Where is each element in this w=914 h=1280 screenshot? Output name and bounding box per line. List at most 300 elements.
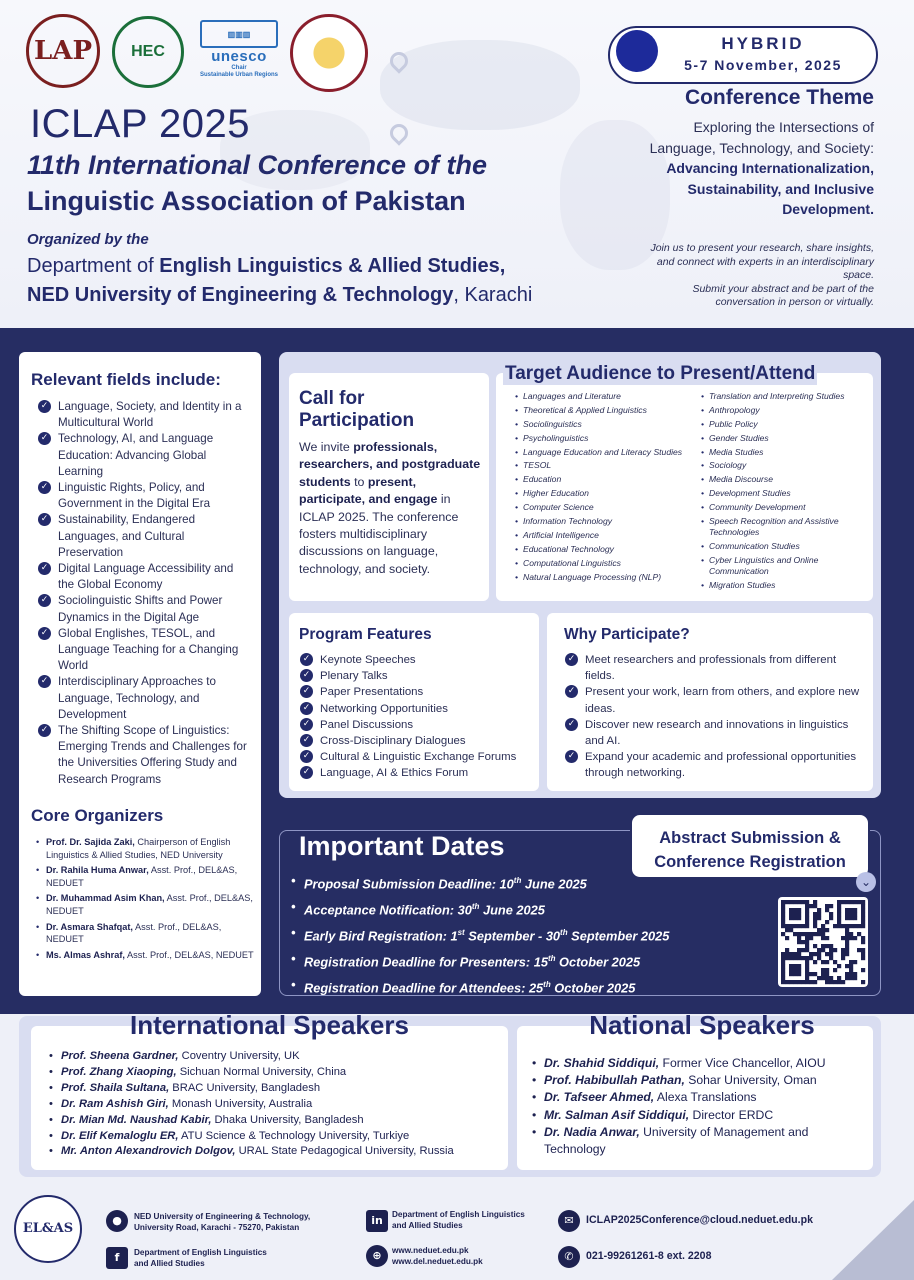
- qr-module: [797, 932, 801, 936]
- fields-list: [38, 399, 252, 788]
- qr-module: [797, 916, 801, 920]
- qr-module: [805, 980, 809, 984]
- ned-logo: [290, 14, 368, 92]
- qr-module: [781, 968, 785, 972]
- location-pin-icon: [386, 120, 411, 145]
- linkedin-line1: Department of English Linguistics: [392, 1210, 525, 1219]
- date-day: 25: [528, 980, 544, 996]
- theme-text: [640, 117, 874, 220]
- qr-module: [853, 908, 857, 912]
- dates-list: [290, 870, 760, 1000]
- qr-module: [845, 908, 849, 912]
- date-label: Registration Deadline for Presenters:: [304, 954, 534, 970]
- qr-module: [781, 976, 785, 980]
- audience-list-2: [699, 391, 869, 594]
- world-map-shape: [380, 40, 580, 130]
- program-title: Program Features: [299, 626, 432, 643]
- qr-module: [821, 924, 825, 928]
- qr-module: [821, 936, 825, 940]
- organizer-role: Chairperson of English Linguistics & Allied Studies, NED University: [46, 837, 231, 860]
- qr-module: [841, 924, 845, 928]
- qr-module: [805, 968, 809, 972]
- list-item: ✓ Keynote Speeches: [300, 652, 536, 668]
- unesco-word: unesco: [211, 48, 267, 65]
- qr-module: [813, 932, 817, 936]
- list-item: ✓ Present your work, learn from others, and explore new ideas.: [565, 684, 863, 716]
- list-item: • Language Education and Literacy Studies: [513, 447, 693, 458]
- chevron-down-icon: ⌄: [856, 872, 876, 892]
- qr-module: [797, 964, 801, 968]
- email-link[interactable]: ICLAP2025Conference@cloud.neduet.edu.pk: [586, 1214, 813, 1226]
- conference-name-line1: 11th International Conference of the: [27, 150, 488, 180]
- qr-module: [845, 940, 849, 944]
- phone-number[interactable]: 021-99261261-8 ext. 2208: [586, 1250, 712, 1262]
- website-1[interactable]: www.neduet.edu.pk: [392, 1246, 469, 1255]
- unesco-logo: [200, 20, 278, 76]
- list-item: • Psycholinguistics: [513, 433, 693, 444]
- qr-module: [805, 964, 809, 968]
- qr-module: [793, 952, 797, 956]
- qr-module: [825, 952, 829, 956]
- qr-module: [841, 952, 845, 956]
- list-item: • TESOL: [513, 460, 693, 471]
- qr-module: [781, 912, 785, 916]
- qr-module: [829, 948, 833, 952]
- list-item: • Educational Technology: [513, 544, 693, 555]
- speaker-affiliation: Monash University, Australia: [168, 1097, 313, 1110]
- qr-module: [845, 936, 849, 940]
- phone-icon: ✆: [558, 1246, 580, 1268]
- speaker-item: [531, 1107, 867, 1124]
- qr-module: [813, 952, 817, 956]
- qr-module: [853, 936, 857, 940]
- qr-module: [829, 952, 833, 956]
- qr-module: [809, 904, 813, 908]
- speaker-item: [48, 1065, 504, 1081]
- speaker-item: [531, 1089, 867, 1106]
- organizer-name: Dr. Rahila Huma Anwar,: [46, 865, 149, 876]
- speaker-affiliation: Coventry University, UK: [178, 1050, 300, 1062]
- date-suffix: th: [513, 876, 522, 885]
- speaker-item: [531, 1055, 867, 1072]
- speaker-affiliation: Sichuan Normal University, China: [176, 1065, 347, 1078]
- qr-module: [793, 912, 797, 916]
- qr-module: [857, 924, 861, 928]
- qr-module: [817, 928, 821, 932]
- list-item: ✓ Plenary Talks: [300, 668, 536, 684]
- registration-qr-code[interactable]: [778, 897, 868, 987]
- qr-module: [817, 912, 821, 916]
- qr-module: [789, 956, 793, 960]
- qr-module: [825, 972, 829, 976]
- qr-module: [805, 924, 809, 928]
- qr-module: [797, 956, 801, 960]
- list-item: ✓ Cultural & Linguistic Exchange Forums: [300, 749, 536, 765]
- department-prefix: Department of: [27, 255, 160, 277]
- date-item: [290, 896, 760, 922]
- speaker-item: [531, 1072, 867, 1089]
- qr-module: [841, 936, 845, 940]
- qr-module: [781, 908, 785, 912]
- audience-list-1: [513, 391, 693, 585]
- why-title: Why Participate?: [564, 626, 690, 643]
- qr-module: [805, 940, 809, 944]
- qr-module: [849, 936, 853, 940]
- speaker-affiliation: Sohar University, Oman: [684, 1073, 817, 1088]
- core-organizers-title: Core Organizers: [31, 806, 164, 825]
- qr-module: [853, 972, 857, 976]
- linkedin-link[interactable]: [392, 1209, 552, 1231]
- qr-module: [833, 980, 837, 984]
- list-item: ✓ Language, Society, and Identity in a Multicultural World: [38, 399, 252, 431]
- organizer-name: Dr. Muhammad Asim Khan,: [46, 893, 165, 904]
- qr-module: [837, 912, 841, 916]
- qr-module: [861, 920, 865, 924]
- list-item: • Public Policy: [699, 419, 869, 430]
- speaker-name: Prof. Habibullah Pathan,: [544, 1073, 685, 1088]
- date-suffix: th: [471, 901, 480, 911]
- date-suffix: th: [547, 953, 556, 963]
- qr-code-image: [778, 897, 868, 987]
- qr-module: [821, 928, 825, 932]
- fields-title: Relevant fields include:: [31, 370, 221, 389]
- qr-module: [809, 972, 813, 976]
- qr-module: [821, 932, 825, 936]
- list-item: ✓ Paper Presentations: [300, 684, 536, 700]
- list-item: • Languages and Literature: [513, 391, 693, 402]
- organizer-role: Asst. Prof., DEL&AS, NEDUET: [46, 921, 222, 945]
- qr-module: [821, 972, 825, 976]
- qr-module: [825, 976, 829, 980]
- qr-module: [861, 956, 865, 960]
- university-line: [27, 284, 532, 307]
- dates-title: Important Dates: [299, 831, 505, 861]
- international-list: [48, 1049, 504, 1160]
- qr-module: [781, 904, 785, 908]
- qr-module: [793, 900, 797, 904]
- facebook-line2: and Allied Studies: [134, 1259, 205, 1268]
- email-icon: ✉: [558, 1210, 580, 1232]
- core-organizers-list: [36, 836, 256, 964]
- speaker-name: Dr. Elif Kemaloglu ER,: [61, 1129, 179, 1142]
- date-day: 15: [533, 954, 548, 970]
- qr-module: [837, 964, 841, 968]
- qr-module: [841, 948, 845, 952]
- qr-module: [801, 932, 805, 936]
- qr-module: [861, 908, 865, 912]
- theme-join: Join us to present your research, share insights, and connect with experts in an interdisciplinary space.: [650, 242, 874, 281]
- qr-module: [833, 948, 837, 952]
- qr-module: [813, 904, 817, 908]
- hybrid-label: HYBRID: [721, 34, 805, 53]
- qr-module: [809, 980, 813, 984]
- speaker-affiliation: Alexa Translations: [654, 1090, 757, 1105]
- qr-module: [821, 944, 825, 948]
- qr-module: [861, 900, 865, 904]
- qr-module: [837, 924, 841, 928]
- qr-module: [781, 980, 785, 984]
- qr-module: [849, 900, 853, 904]
- list-item: ✓ Sociolinguistic Shifts and Power Dynamics in the Digital Age: [38, 593, 252, 625]
- qr-module: [797, 948, 801, 952]
- list-item: ✓ Networking Opportunities: [300, 701, 536, 717]
- list-item: • Computational Linguistics: [513, 558, 693, 569]
- qr-module: [825, 936, 829, 940]
- qr-module: [825, 920, 829, 924]
- qr-module: [841, 900, 845, 904]
- organizer-item: [36, 921, 256, 946]
- qr-module: [805, 920, 809, 924]
- qr-module: [861, 968, 865, 972]
- qr-module: [837, 900, 841, 904]
- city: , Karachi: [453, 284, 533, 306]
- qr-module: [781, 920, 785, 924]
- call-t3: in ICLAP 2025. The conference fosters multidisciplinary discussions on language, technology, and society.: [299, 492, 459, 576]
- qr-module: [781, 924, 785, 928]
- speaker-item: [48, 1081, 504, 1097]
- qr-module: [837, 908, 841, 912]
- qr-module: [813, 972, 817, 976]
- list-item: ✓ Linguistic Rights, Policy, and Government in the Digital Era: [38, 480, 252, 512]
- facebook-link[interactable]: [134, 1247, 364, 1269]
- list-item: • Sociology: [699, 460, 869, 471]
- linkedin-icon[interactable]: in: [366, 1210, 388, 1232]
- qr-module: [781, 900, 785, 904]
- conference-name-line2: Linguistic Association of Pakistan: [27, 186, 466, 216]
- speaker-name: Prof. Zhang Xiaoping,: [61, 1065, 177, 1078]
- speaker-affiliation: Director ERDC: [689, 1107, 774, 1122]
- qr-module: [805, 908, 809, 912]
- list-item: ✓ Technology, AI, and Language Education: Advancing Global Learning: [38, 431, 252, 480]
- qr-module: [801, 956, 805, 960]
- date-day: 30: [457, 902, 472, 918]
- hec-logo: HEC: [112, 16, 184, 88]
- qr-module: [781, 956, 785, 960]
- qr-module: [813, 960, 817, 964]
- qr-module: [781, 916, 785, 920]
- qr-module: [861, 904, 865, 908]
- list-item: • Artificial Intelligence: [513, 530, 693, 541]
- qr-module: [781, 972, 785, 976]
- qr-module: [793, 968, 797, 972]
- organizer-item: [36, 949, 256, 962]
- speaker-affiliation: University of Management and Technology: [544, 1124, 809, 1157]
- date-day: 1: [450, 928, 458, 944]
- speaker-item: [48, 1113, 504, 1129]
- qr-module: [809, 952, 813, 956]
- organizer-role: Asst. Prof., DEL&AS, NEDUET: [46, 893, 253, 916]
- abstract-submission-text[interactable]: [632, 826, 868, 874]
- qr-module: [849, 976, 853, 980]
- qr-module: [785, 928, 789, 932]
- university-name: NED University of Engineering & Technology: [27, 284, 454, 306]
- list-item: • Cyber Linguistics and Online Communication: [699, 555, 869, 577]
- why-list: [565, 652, 863, 782]
- list-item: • Communication Studies: [699, 541, 869, 552]
- qr-module: [821, 968, 825, 972]
- qr-module: [845, 916, 849, 920]
- list-item: • Education: [513, 474, 693, 485]
- list-item: ✓ Meet researchers and professionals from different fields.: [565, 652, 863, 684]
- qr-module: [853, 900, 857, 904]
- qr-module: [789, 980, 793, 984]
- qr-module: [849, 972, 853, 976]
- qr-module: [797, 940, 801, 944]
- date-item: [290, 974, 760, 1000]
- website-links[interactable]: [392, 1245, 552, 1267]
- qr-module: [825, 980, 829, 984]
- list-item: ✓ Sustainability, Endangered Languages, and Cultural Preservation: [38, 512, 252, 561]
- qr-module: [817, 932, 821, 936]
- qr-module: [797, 968, 801, 972]
- organizer-role: Asst. Prof., DEL&AS, NEDUET: [124, 949, 254, 960]
- date-rest: October 2025: [550, 980, 636, 996]
- date-label: Acceptance Notification:: [304, 902, 458, 918]
- unesco-temple-icon: ▥▥▥: [200, 20, 278, 48]
- speaker-affiliation: BRAC University, Bangladesh: [169, 1081, 321, 1094]
- qr-module: [845, 952, 849, 956]
- qr-module: [849, 908, 853, 912]
- qr-module: [861, 912, 865, 916]
- list-item: • Development Studies: [699, 488, 869, 499]
- date-label: Early Bird Registration:: [304, 928, 451, 944]
- date-item: [290, 948, 760, 974]
- date-suffix: st: [457, 927, 465, 937]
- qr-module: [789, 908, 793, 912]
- list-item: ✓ Digital Language Accessibility and the Global Economy: [38, 561, 252, 593]
- website-2[interactable]: www.del.neduet.edu.pk: [392, 1257, 483, 1266]
- qr-module: [853, 924, 857, 928]
- list-item: • Media Studies: [699, 447, 869, 458]
- qr-module: [857, 948, 861, 952]
- organizer-name: Dr. Asmara Shafqat,: [46, 921, 133, 932]
- theme-invite: [640, 242, 874, 310]
- qr-module: [793, 932, 797, 936]
- qr-module: [789, 924, 793, 928]
- qr-module: [825, 968, 829, 972]
- qr-module: [837, 980, 841, 984]
- qr-module: [813, 912, 817, 916]
- qr-module: [829, 956, 833, 960]
- call-b2: present, participate, and engage: [299, 474, 438, 507]
- speaker-affiliation: URAL State Pedagogical University, Russia: [235, 1145, 454, 1158]
- qr-module: [845, 976, 849, 980]
- qr-module: [793, 956, 797, 960]
- qr-module: [845, 924, 849, 928]
- qr-module: [861, 980, 865, 984]
- qr-module: [845, 972, 849, 976]
- organizer-name: Ms. Almas Ashraf,: [46, 949, 125, 960]
- qr-module: [805, 900, 809, 904]
- department-line: [27, 255, 505, 278]
- speaker-name: Prof. Shaila Sultana,: [61, 1081, 170, 1094]
- speaker-name: Dr. Tafseer Ahmed,: [544, 1090, 655, 1105]
- list-item: • Information Technology: [513, 516, 693, 527]
- unesco-chair: Chair: [231, 65, 247, 71]
- qr-module: [825, 928, 829, 932]
- qr-module: [801, 940, 805, 944]
- qr-module: [845, 928, 849, 932]
- organized-by: Organized by the: [27, 231, 149, 248]
- speaker-item: [531, 1124, 867, 1158]
- speaker-item: [48, 1049, 504, 1065]
- organizer-item: [36, 864, 256, 889]
- call-t1: We invite: [299, 440, 354, 454]
- qr-module: [821, 960, 825, 964]
- qr-module: [813, 924, 817, 928]
- qr-module: [833, 960, 837, 964]
- qr-module: [789, 964, 793, 968]
- qr-module: [817, 908, 821, 912]
- qr-module: [837, 976, 841, 980]
- qr-module: [805, 944, 809, 948]
- qr-module: [837, 904, 841, 908]
- list-item: ✓ Global Englishes, TESOL, and Language Teaching for a Changing World: [38, 626, 252, 675]
- date-rest: June 2025: [479, 902, 545, 918]
- qr-module: [805, 960, 809, 964]
- list-item: • Computer Science: [513, 502, 693, 513]
- elas-logo: EL&AS: [14, 1195, 82, 1263]
- list-item: ✓ Interdisciplinary Approaches to Language, Technology, and Development: [38, 674, 252, 723]
- qr-module: [797, 900, 801, 904]
- speaker-name: Dr. Nadia Anwar,: [544, 1124, 640, 1139]
- date-rest: September 2025: [567, 928, 670, 944]
- event-title: ICLAP 2025: [30, 102, 250, 146]
- facebook-icon[interactable]: f: [106, 1247, 128, 1269]
- qr-module: [805, 976, 809, 980]
- qr-module: [829, 976, 833, 980]
- qr-module: [805, 972, 809, 976]
- qr-module: [801, 980, 805, 984]
- qr-module: [785, 948, 789, 952]
- list-item: • Anthropology: [699, 405, 869, 416]
- hybrid-circle-icon: [616, 30, 658, 72]
- qr-module: [785, 980, 789, 984]
- qr-module: [861, 924, 865, 928]
- address-line2: University Road, Karachi - 75270, Pakistan: [134, 1223, 300, 1232]
- theme-text-plain: Exploring the Intersections of Language, Technology, and Society:: [649, 119, 874, 156]
- date-rest: October 2025: [555, 954, 641, 970]
- organizer-name: Prof. Dr. Sajida Zaki,: [46, 837, 135, 847]
- call-text: [299, 439, 483, 578]
- qr-module: [817, 948, 821, 952]
- speaker-affiliation: ATU Science & Technology University, Turkiye: [178, 1129, 410, 1142]
- qr-module: [809, 956, 813, 960]
- qr-module: [781, 932, 785, 936]
- qr-module: [813, 944, 817, 948]
- qr-module: [789, 928, 793, 932]
- qr-module: [833, 968, 837, 972]
- qr-module: [813, 900, 817, 904]
- date-item: [290, 922, 760, 948]
- qr-module: [805, 956, 809, 960]
- qr-module: [797, 972, 801, 976]
- qr-module: [801, 948, 805, 952]
- speaker-item: [48, 1144, 504, 1160]
- qr-module: [813, 980, 817, 984]
- qr-module: [849, 916, 853, 920]
- qr-module: [785, 936, 789, 940]
- qr-module: [813, 916, 817, 920]
- qr-module: [853, 912, 857, 916]
- qr-module: [781, 952, 785, 956]
- call-t2: to: [350, 474, 368, 489]
- qr-module: [793, 964, 797, 968]
- date-suffix: th: [560, 927, 568, 937]
- qr-module: [849, 924, 853, 928]
- abstract-line1: Abstract Submission &: [659, 829, 841, 847]
- qr-module: [845, 964, 849, 968]
